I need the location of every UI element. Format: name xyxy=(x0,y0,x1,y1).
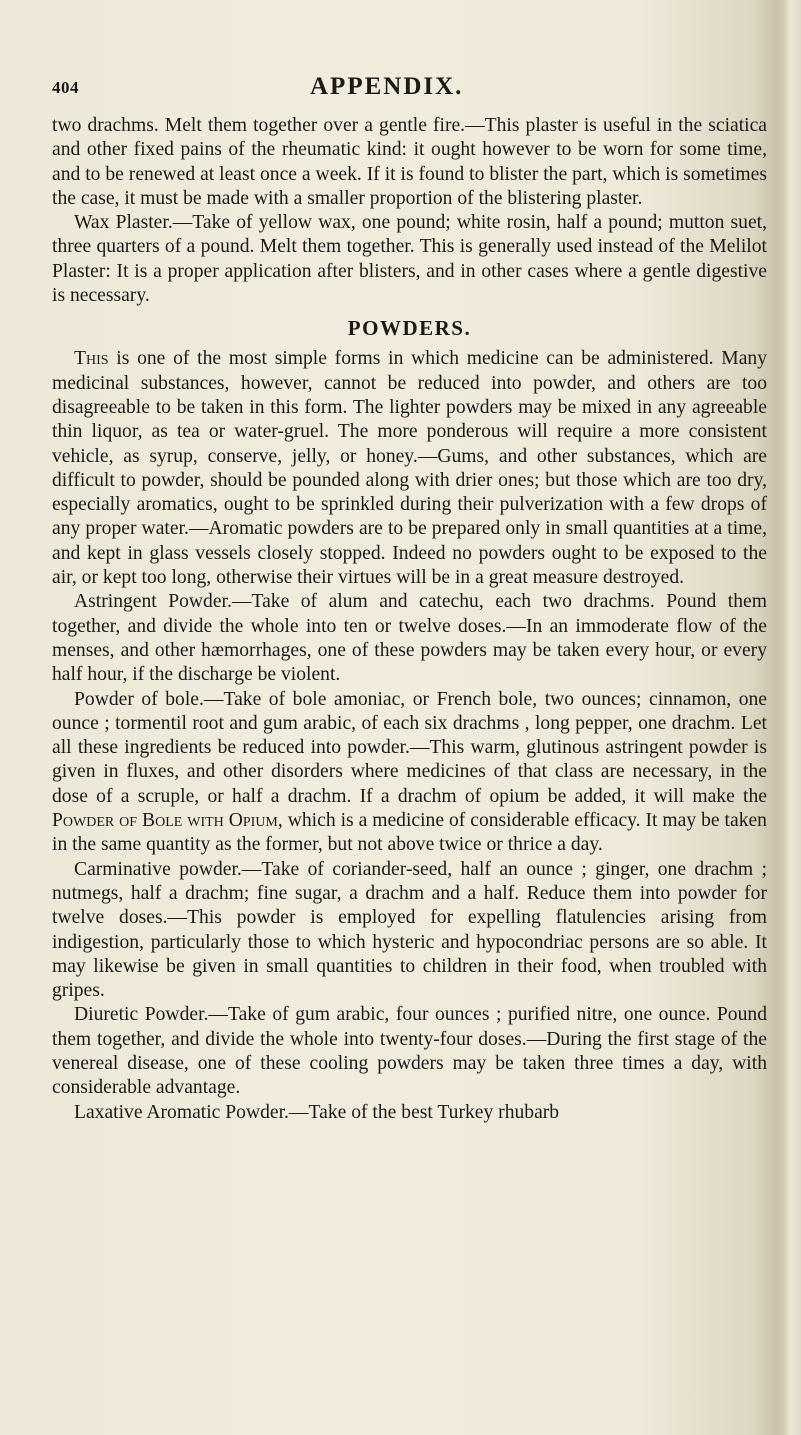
powder-of-bole-text-a: Powder of bole.—Take of bole amoniac, or French bole, two ounces; cinnamon, one ounce ; tormentil root and gum arabic, of each six drachms , long pepper, one drachm. Let all these ingredients be reduced into powder.—This warm, glutinous astringent powder is given in fluxes, and other disorders where medicines of that class are necessary, in the dose of a scruple, or half a drachm. If a drachm of opium be added, it will make the xyxy=(52,688,767,807)
paragraph-carminative-powder: Carminative powder.—Take of coriander-seed, half an ounce ; ginger, one drachm ; nutmegs, half a drachm; fine sugar, a drachm and a half. Reduce them into powder for twelve doses.—This powder is employed for expelling flatulencies arising from indigestion, particularly those to which hysteric and hypocondriac persons are so able. It may likewise be given in small quantities to children in their food, when troubled with gripes. xyxy=(52,858,767,1002)
page-content xyxy=(52,62,767,1125)
paragraph-astringent-powder: Astringent Powder.—Take of alum and catechu, each two drachms. Pound them together, and divide the whole into ten or twelve doses.—In an immoderate flow of the menses, and other hæmorrhages, one of these powders may be taken every hour, or every half hour, if the discharge be violent. xyxy=(52,591,767,686)
page-edge xyxy=(783,0,801,1435)
paragraph-powders-intro-text: is one of the most simple forms in which medicine can be administered. Many medicinal substances, however, cannot be reduced into powder, and others are too disagreeable to be taken in this form. The lighter powders may be mixed in any agreeable thin liquor, as tea or water-gruel. The more ponderous will require a more consistent vehicle, as syrup, conserve, jelly, or honey.—Gums, and other substances, which are difficult to powder, should be pounded along with drier ones; but those which are too dry, especially aromatics, ought to be sprinkled during their pulverization with a few drops of any proper water.—Aromatic powders are to be prepared only in small quantities at a time, and kept in glass vessels closely stopped. Indeed no powders ought to be exposed to the air, or kept too long, otherwise their virtues will be in a great measure destroyed. xyxy=(52,348,767,589)
drop-word: This xyxy=(74,348,109,370)
paragraph-diuretic-powder: Diuretic Powder.—Take of gum arabic, four ounces ; purified nitre, one ounce. Pound them together, and divide the whole into twenty-four doses.—During the first stage of the venereal disease, one of these cooling powders may be taken three times a day, with considerable advantage. xyxy=(52,1004,767,1099)
powder-of-bole-with-opium: Powder of Bole with Opium xyxy=(52,810,278,832)
section-heading-powders: POWDERS. xyxy=(347,316,472,341)
powder-of-bole-text-b: , which is a medicine of considerable efficacy. It may be taken in the same quantity as the former, but not above twice or thrice a day. xyxy=(52,810,767,856)
paragraph-wax-plaster: Wax Plaster.—Take of yellow wax, one pound; white rosin, half a pound; mutton suet, three quarters of a pound. Melt them together. This is generally used instead of the Melilot Plaster: It is a proper application after blisters, and in other cases where a gentle digestive is necessary. xyxy=(52,212,767,307)
paragraph-powder-of-bole xyxy=(52,688,767,858)
running-head: APPENDIX. xyxy=(310,73,464,100)
paragraph-laxative-powder: Laxative Aromatic Powder.—Take of the best Turkey rhubarb xyxy=(74,1101,560,1123)
paragraph-powders-intro xyxy=(52,347,767,590)
page-header xyxy=(52,62,767,98)
page-number: 404 xyxy=(52,78,79,97)
paragraph-plaster-continuation: two drachms. Melt them together over a gentle fire.—This plaster is useful in the sciatica and other fixed pains of the rheumatic kind: it ought however to be worn for some time, and to be renewed at least once a week. If it is found to blister the part, which is sometimes the case, it must be made with a smaller proportion of the blistering plaster. xyxy=(52,115,767,209)
